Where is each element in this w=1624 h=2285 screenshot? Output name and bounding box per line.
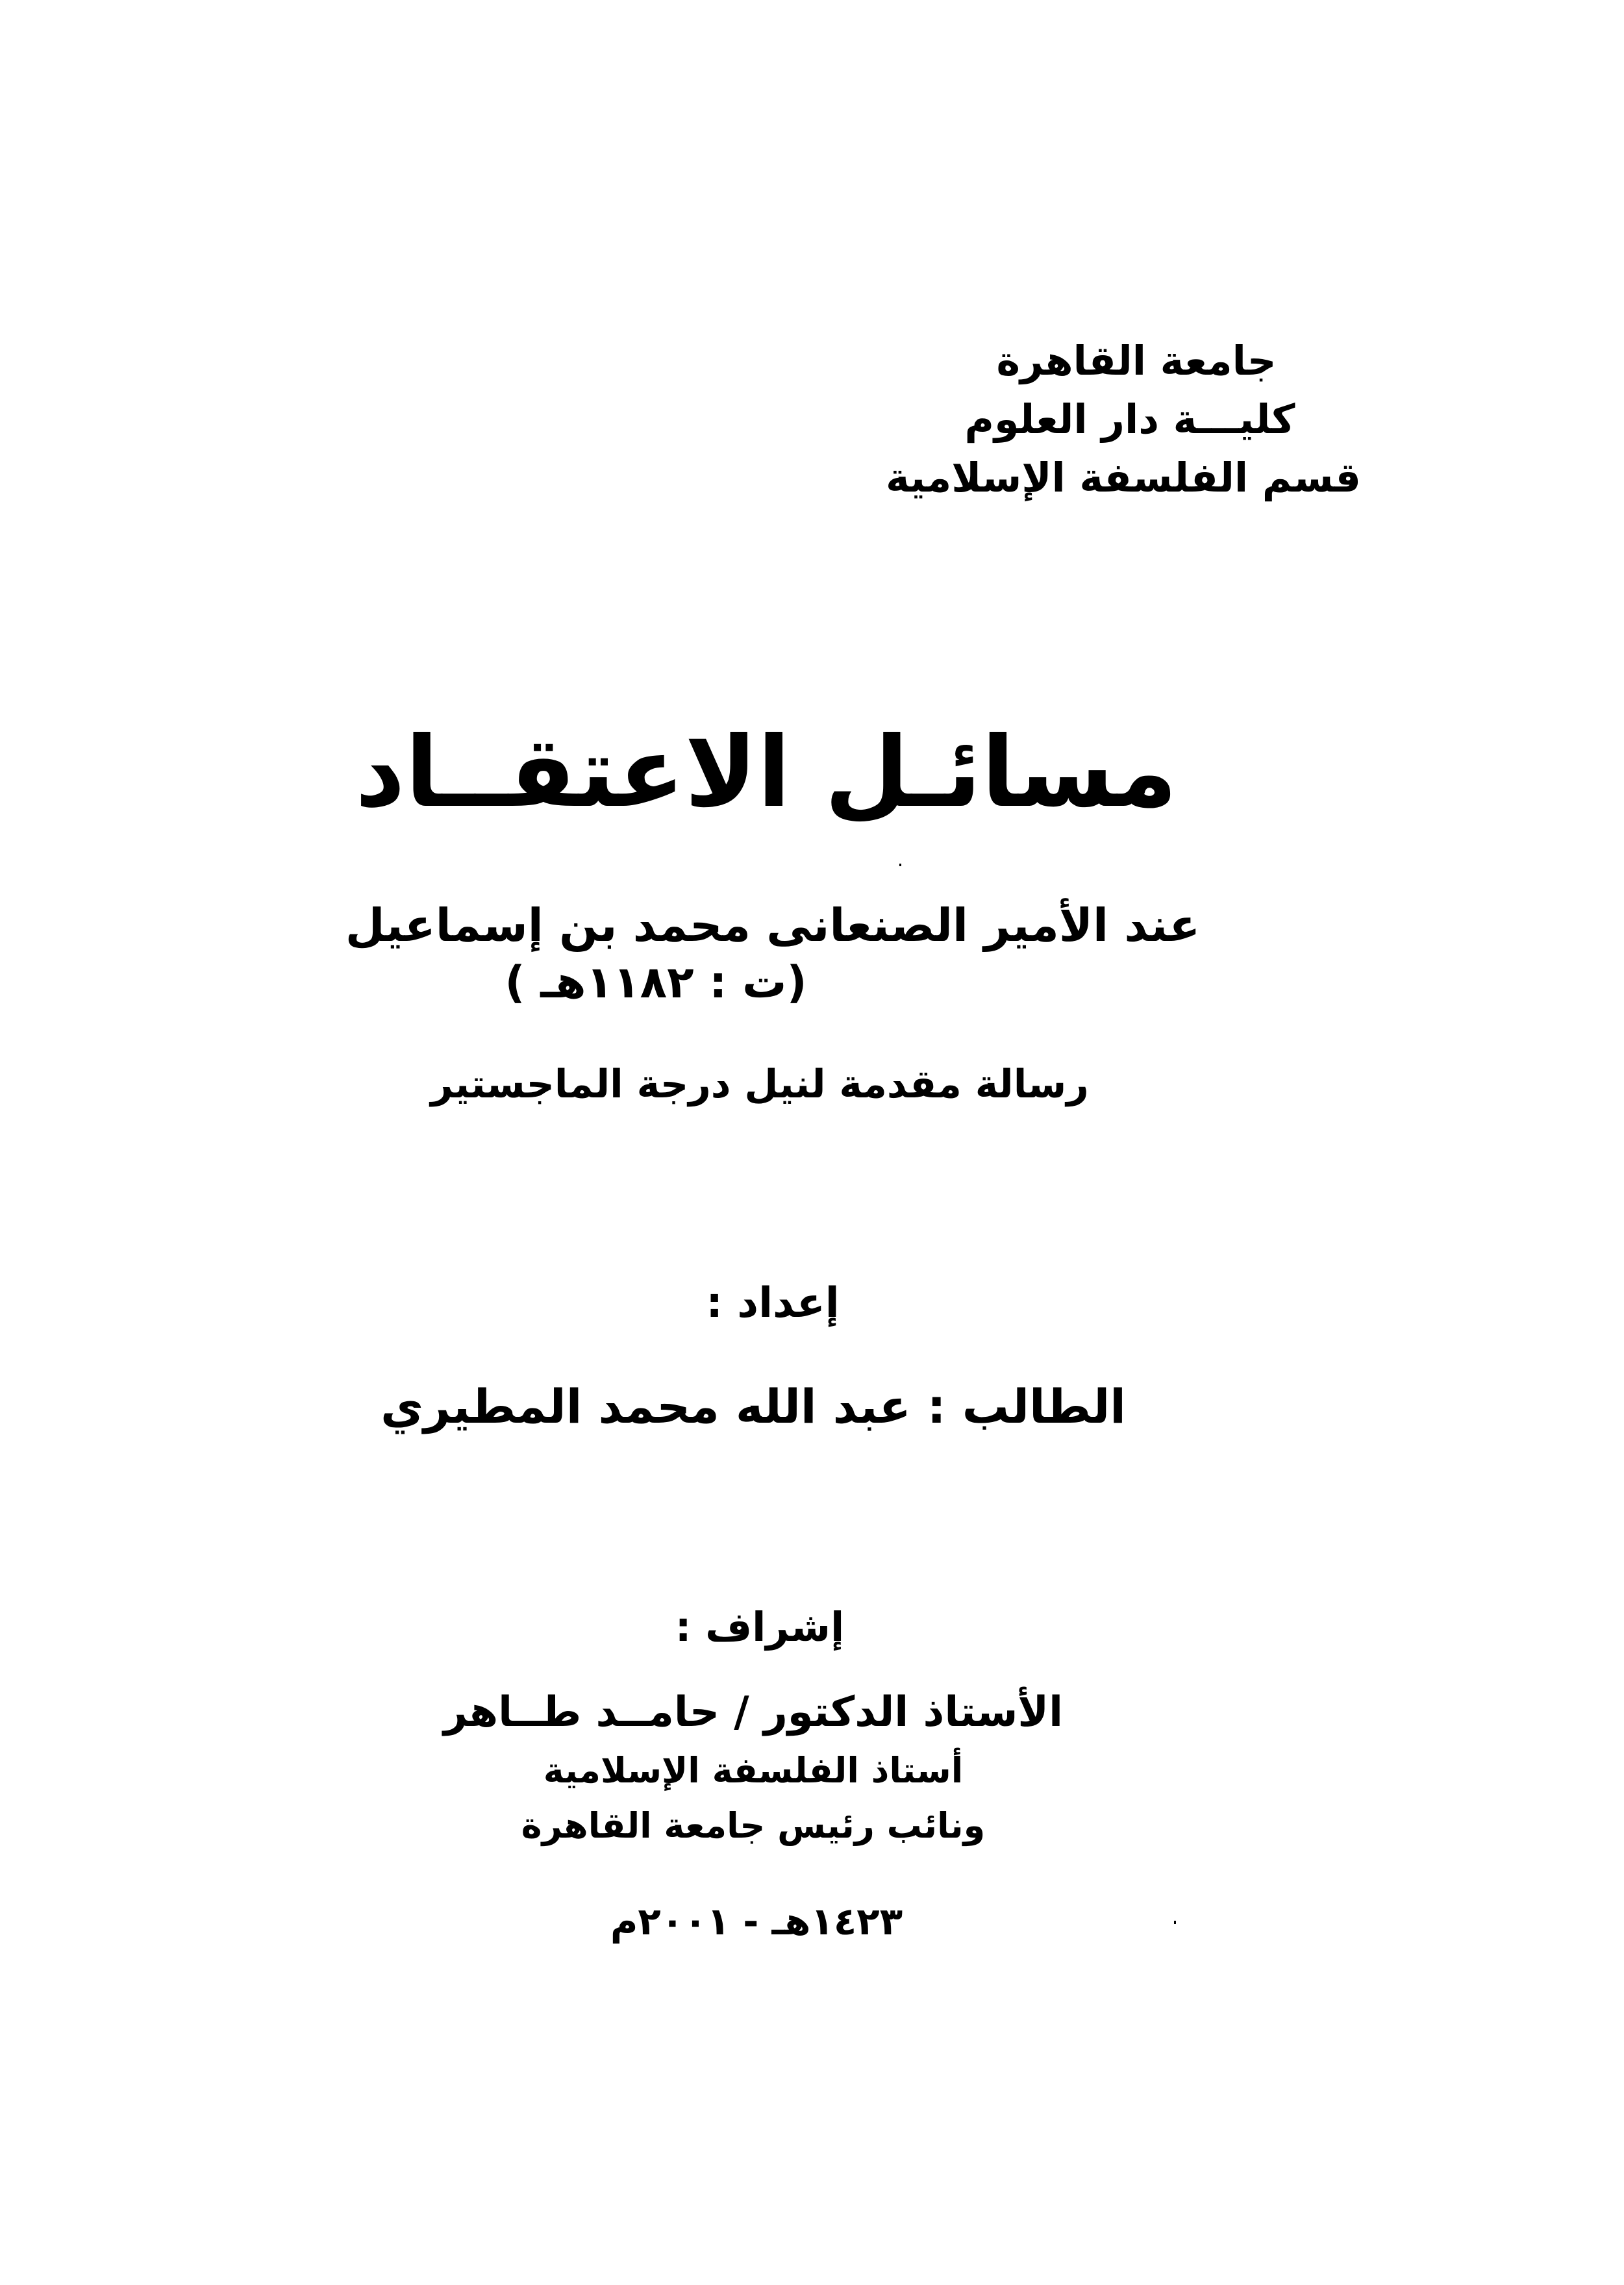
department-name: قسم الفلسفة الإسلامية xyxy=(885,454,1362,501)
faculty-name: كليـــة دار العلوم xyxy=(964,395,1295,443)
subtitle: عند الأمير الصنعانى محمد بن إسماعيل xyxy=(345,899,1201,952)
supervisor-title-2: ونائب رئيس جامعة القاهرة xyxy=(521,1805,986,1846)
main-title: مسائـل الاعتقــاد xyxy=(355,716,1178,829)
supervisor-title-1: أستاذ الفلسفة الإسلامية xyxy=(543,1750,964,1791)
student-line: الطالب : عبد الله محمد المطيري xyxy=(381,1379,1126,1434)
degree-statement: رسالة مقدمة لنيل درجة الماجستير xyxy=(431,1062,1089,1107)
university-name: جامعة القاهرة xyxy=(996,337,1277,384)
supervision-label: إشراف : xyxy=(675,1603,845,1651)
death-date: (ت : ١١٨٢هـ ) xyxy=(505,957,807,1008)
supervisor-line: الأستاذ الدكتور / حامــد طــاهر xyxy=(443,1688,1064,1736)
date-line: ١٤٢٣هـ - ٢٠٠١م xyxy=(610,1899,903,1943)
scan-speck xyxy=(1174,1921,1176,1924)
preparation-label: إعداد : xyxy=(706,1279,840,1327)
scan-speck xyxy=(899,864,901,866)
